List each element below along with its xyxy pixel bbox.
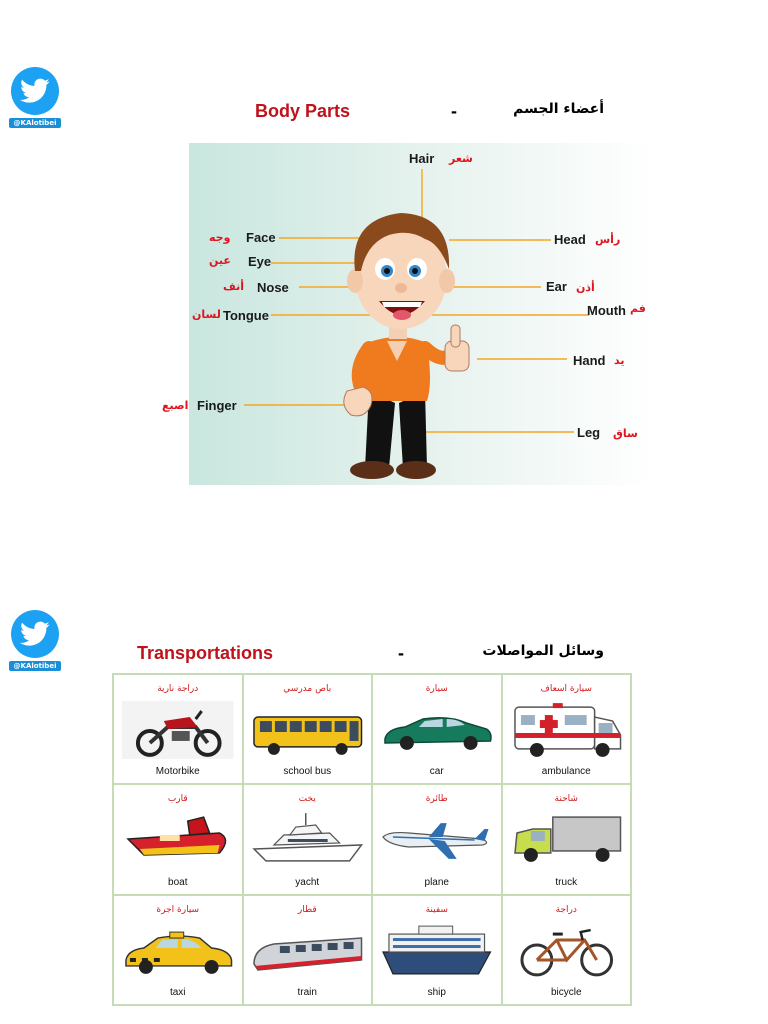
- cell-label-en: truck: [555, 876, 578, 888]
- cell-label-en: taxi: [169, 987, 186, 998]
- ambulance-icon: [509, 699, 625, 761]
- cell-label-en: train: [297, 987, 317, 998]
- transport-dash: -: [398, 643, 404, 663]
- label-eye-ar: عين: [209, 254, 231, 267]
- cell-label-ar: يخت: [298, 794, 316, 805]
- label-head-en: Head: [554, 232, 586, 247]
- cell-label-ar: شاحنة: [554, 794, 578, 805]
- cell-label-en: bicycle: [550, 987, 582, 998]
- label-head-ar: رأس: [595, 233, 621, 246]
- label-face-en: Face: [246, 230, 276, 245]
- label-nose-en: Nose: [257, 280, 289, 295]
- label-hair-ar: شعر: [449, 152, 473, 165]
- transport-cell-plane: [372, 784, 502, 894]
- yacht-icon: [250, 809, 366, 871]
- cell-label-en: ship: [427, 987, 446, 998]
- twitter-badge-bottom: [9, 610, 61, 671]
- cell-label-ar: دراجة: [555, 904, 577, 915]
- twitter-handle: @KAlotibei: [9, 661, 61, 671]
- cell-label-ar: سيارة اسعاف: [540, 684, 592, 694]
- twitter-bird-icon: [11, 610, 59, 658]
- cell-label-en: boat: [168, 876, 188, 888]
- label-leg-ar: ساق: [613, 427, 638, 440]
- body-parts-title-en: Body Parts: [255, 101, 351, 121]
- body-parts-diagram: [189, 143, 654, 485]
- school-bus-icon: [250, 699, 366, 761]
- cell-label-ar: قارب: [167, 794, 188, 805]
- cell-label-en: car: [429, 766, 444, 778]
- label-mouth-en: Mouth: [587, 303, 626, 318]
- body-parts-title-ar: أعضاء الجسم: [513, 101, 604, 117]
- motorbike-icon: [120, 699, 236, 761]
- cell-label-en: plane: [424, 876, 449, 888]
- transport-cell-yacht: [243, 784, 373, 894]
- label-tongue-en: Tongue: [223, 308, 269, 323]
- cell-label-en: Motorbike: [155, 766, 200, 778]
- label-finger-en: Finger: [197, 398, 237, 413]
- cell-label-ar: سيارة اجرة: [156, 904, 200, 915]
- transport-cell-boat: [113, 784, 243, 894]
- transport-cell-train: [243, 895, 373, 1005]
- cell-label-en: yacht: [295, 876, 320, 888]
- label-finger-ar: اصبع: [162, 399, 189, 412]
- ship-icon: [379, 920, 495, 982]
- twitter-bird-icon: [11, 67, 59, 115]
- cell-label-ar: قطار: [297, 904, 317, 915]
- transport-cell-ship: [372, 895, 502, 1005]
- label-mouth-ar: فم: [630, 302, 646, 315]
- transport-cell-car: [372, 674, 502, 784]
- transport-cell-school-bus: [243, 674, 373, 784]
- label-tongue-ar: لسان: [192, 308, 221, 321]
- label-hand-ar: يد: [614, 354, 625, 367]
- label-ear-ar: أذن: [576, 281, 595, 294]
- transport-grid: [112, 673, 632, 1006]
- transport-title-en: Transportations: [137, 643, 274, 663]
- cell-label-ar: طائرة: [425, 794, 448, 805]
- car-icon: [379, 699, 495, 761]
- label-face-ar: وجه: [209, 231, 231, 244]
- transport-cell-bicycle: [502, 895, 632, 1005]
- body-parts-dash: -: [451, 101, 457, 121]
- label-hair-en: Hair: [409, 151, 435, 166]
- transport-cell-taxi: [113, 895, 243, 1005]
- transport-title-ar: وسائل المواصلات: [482, 643, 604, 659]
- cell-label-ar: سيارة: [425, 684, 448, 694]
- truck-icon: [509, 809, 625, 871]
- plane-icon: [379, 809, 495, 871]
- label-nose-ar: أنف: [223, 280, 245, 293]
- cell-label-ar: دراجة نارية: [157, 684, 199, 694]
- taxi-icon: [120, 920, 236, 982]
- label-hand-en: Hand: [573, 353, 606, 368]
- label-eye-en: Eye: [248, 254, 272, 269]
- cell-label-ar: باص مدرسي: [283, 684, 332, 694]
- twitter-badge-top: [9, 67, 61, 128]
- label-ear-en: Ear: [546, 279, 567, 294]
- train-icon: [250, 920, 366, 982]
- cell-label-ar: سفينة: [425, 904, 448, 915]
- cell-label-en: ambulance: [541, 766, 591, 778]
- transport-cell-truck: [502, 784, 632, 894]
- cell-label-en: school bus: [283, 766, 332, 778]
- transport-cell-ambulance: [502, 674, 632, 784]
- twitter-handle: @KAlotibei: [9, 118, 61, 128]
- boat-icon: [120, 809, 236, 871]
- bicycle-icon: [509, 920, 625, 982]
- transport-cell-motorbike: [113, 674, 243, 784]
- label-leg-en: Leg: [577, 425, 601, 440]
